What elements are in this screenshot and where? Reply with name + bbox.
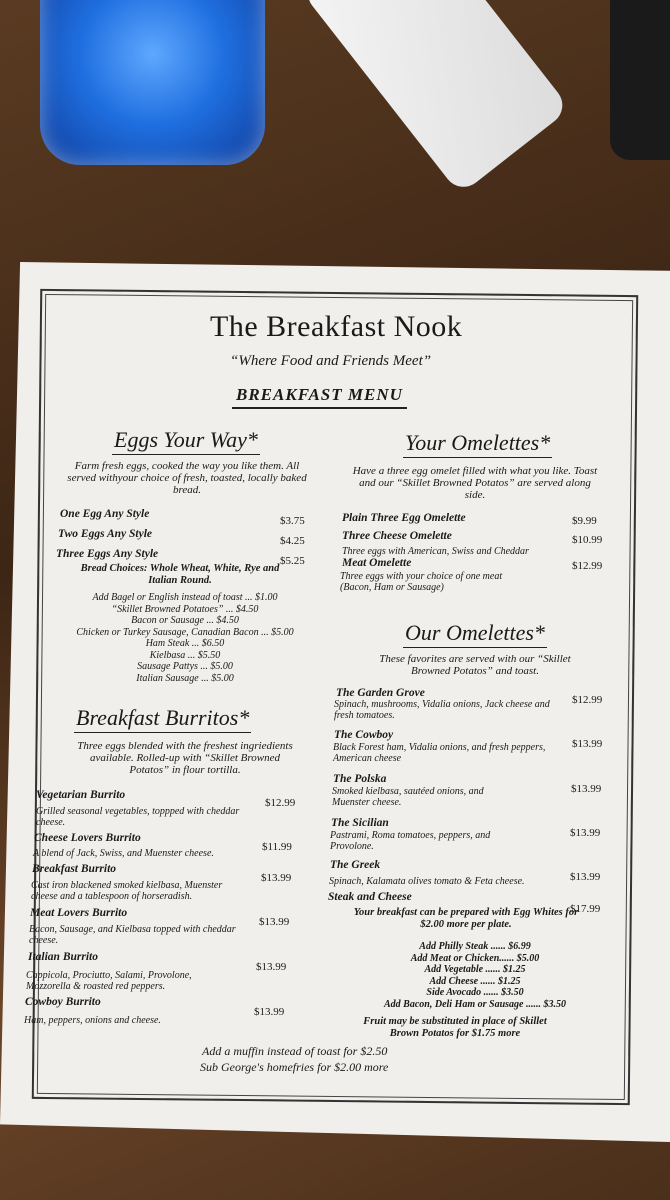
omelette-price: $9.99 bbox=[572, 515, 597, 527]
omelette-name: The Polska bbox=[333, 773, 387, 785]
footer-muffin: Add a muffin instead of toast for $2.50 bbox=[202, 1044, 388, 1058]
omelette-desc: Spinach, mushrooms, Vidalia onions, Jack cheese and fresh tomatoes. bbox=[334, 699, 550, 721]
omelette-name: Meat Omelette bbox=[342, 557, 412, 569]
addon-line: Italian Sausage ... $5.00 bbox=[136, 672, 234, 684]
omelette-price: $13.99 bbox=[570, 871, 601, 883]
burrito-price: $13.99 bbox=[256, 961, 287, 973]
omelette-price: $13.99 bbox=[570, 827, 601, 839]
omelette-price: $17.99 bbox=[570, 903, 601, 915]
omelette-desc: Smoked kielbasa, sautéed onions, and Muenster cheese. bbox=[332, 786, 484, 808]
burrito-price: $13.99 bbox=[254, 1006, 285, 1018]
restaurant-tagline: “Where Food and Friends Meet” bbox=[230, 353, 432, 369]
omelette-name: The Greek bbox=[330, 859, 381, 871]
burrito-desc: Grilled seasonal vegetables, toppped with cheddar cheese. bbox=[36, 806, 240, 828]
omelette-price: $12.99 bbox=[572, 694, 603, 706]
omelette-name: The Garden Grove bbox=[336, 687, 425, 699]
omelette-name: Plain Three Egg Omelette bbox=[342, 512, 466, 524]
omelette-price: $10.99 bbox=[572, 534, 603, 546]
addon-line: Sausage Pattys ... $5.00 bbox=[137, 661, 233, 672]
burrito-price: $13.99 bbox=[259, 916, 290, 928]
fruit-note: Fruit may be substituted in place of Skillet Brown Potatos for $1.75 more bbox=[363, 1016, 547, 1039]
omelette-desc: Black Forest ham, Vidalia onions, and fresh peppers, American cheese bbox=[333, 742, 546, 764]
burrito-name: Cheese Lovers Burrito bbox=[34, 832, 141, 844]
egg-item-price: $5.25 bbox=[280, 555, 305, 567]
egg-item-price: $4.25 bbox=[280, 535, 305, 547]
burrito-price: $11.99 bbox=[262, 841, 292, 853]
menu-label: BREAKFAST MENU bbox=[232, 385, 407, 409]
restaurant-title: The Breakfast Nook bbox=[210, 310, 463, 343]
eggs-intro: Farm fresh eggs, cooked the way you like them. All served withyour choice of fresh, toasted, locally baked bread. bbox=[67, 460, 307, 496]
addon-line: Add Meat or Chicken...... $5.00 bbox=[410, 952, 540, 964]
omelette-desc: Three eggs with your choice of one meat (Bacon, Ham or Sausage) bbox=[340, 571, 503, 593]
egg-white-note: Your breakfast can be prepared with Egg Whites for $2.00 more per plate. bbox=[353, 907, 579, 930]
addon-line: Add Bagel or English instead of toast ... $1.00 bbox=[92, 592, 278, 603]
omelette-desc: Pastrami, Roma tomatoes, peppers, and Provolone. bbox=[330, 830, 491, 852]
our-omelettes-intro: These favorites are served with our “Skillet Browned Potatos” and toast. bbox=[379, 653, 571, 677]
omelette-name: Three Cheese Omelette bbox=[342, 530, 452, 542]
omelette-price: $13.99 bbox=[572, 738, 603, 750]
burrito-name: Breakfast Burrito bbox=[32, 863, 117, 875]
addon-line: Add Vegetable ...... $1.25 bbox=[424, 964, 526, 975]
egg-item-name: Three Eggs Any Style bbox=[56, 548, 159, 560]
burrito-desc: Bacon, Sausage, and Kielbasa topped with cheddar cheese. bbox=[29, 924, 236, 946]
egg-item-price: $3.75 bbox=[280, 515, 305, 527]
omelette-price: $13.99 bbox=[571, 783, 602, 795]
your-omelettes-heading: Your Omelettes* bbox=[403, 430, 552, 458]
addon-line: Add Bacon, Deli Ham or Sausage ...... $3.50 bbox=[384, 998, 566, 1010]
eggs-heading: Eggs Your Way* bbox=[112, 427, 260, 455]
addon-line: Side Avocado ...... $3.50 bbox=[426, 987, 524, 998]
addon-line: Add Philly Steak ...... $6.99 bbox=[419, 941, 531, 952]
bread-choices: Bread Choices: Whole Wheat, White, Rye and Italian Round. bbox=[80, 563, 280, 586]
egg-item-name: One Egg Any Style bbox=[60, 508, 150, 520]
burrito-name: Italian Burrito bbox=[28, 951, 98, 963]
burrito-name: Cowboy Burrito bbox=[25, 996, 101, 1008]
burrito-desc: A blend of Jack, Swiss, and Muenster cheese. bbox=[33, 848, 214, 859]
burrito-price: $13.99 bbox=[261, 872, 292, 884]
addon-line: Ham Steak ... $6.50 bbox=[145, 638, 225, 649]
addon-line: Chicken or Turkey Sausage, Canadian Bacon ... $5.00 bbox=[76, 626, 294, 638]
omelette-name: Steak and Cheese bbox=[328, 891, 412, 903]
burrito-desc: Cast iron blackened smoked kielbasa, Muenster cheese and a tablespoon of horseradish. bbox=[31, 880, 223, 902]
addon-line: Add Cheese ...... $1.25 bbox=[429, 975, 521, 987]
your-omelettes-intro: Have a three egg omelet filled with what you like. Toast and our “Skillet Browned Potatos” are served along side. bbox=[352, 465, 598, 501]
burrito-desc: Ham, peppers, onions and cheese. bbox=[24, 1015, 161, 1026]
eggs-addons bbox=[60, 592, 310, 684]
omelette-desc: Three eggs with American, Swiss and Cheddar bbox=[342, 546, 529, 557]
burritos-intro: Three eggs blended with the freshest ingriedients available. Rolled-up with “Skillet Browned Potatos” in flour tortilla. bbox=[77, 740, 293, 776]
omelette-addons bbox=[355, 941, 595, 1010]
omelette-name: The Cowboy bbox=[334, 729, 394, 741]
burrito-name: Meat Lovers Burrito bbox=[30, 907, 128, 919]
addon-line: Kielbasa ... $5.50 bbox=[149, 649, 221, 661]
burrito-desc: Cappicola, Prociutto, Salami, Provolone, Mozzorella & roasted red peppers. bbox=[26, 970, 192, 992]
egg-item-name: Two Eggs Any Style bbox=[58, 528, 153, 540]
burritos-heading: Breakfast Burritos* bbox=[74, 705, 251, 733]
addon-line: Bacon or Sausage ... $4.50 bbox=[131, 615, 239, 626]
burrito-price: $12.99 bbox=[265, 797, 296, 809]
burrito-name: Vegetarian Burrito bbox=[36, 789, 126, 801]
omelette-name: The Sicilian bbox=[331, 817, 389, 829]
our-omelettes-heading: Our Omelettes* bbox=[403, 620, 547, 648]
addon-line: “Skillet Browned Potatoes” ... $4.50 bbox=[111, 603, 259, 615]
omelette-price: $12.99 bbox=[572, 560, 603, 572]
omelette-desc: Spinach, Kalamata olives tomato & Feta cheese. bbox=[329, 876, 525, 887]
footer-homefries: Sub George's homefries for $2.00 more bbox=[200, 1060, 389, 1074]
